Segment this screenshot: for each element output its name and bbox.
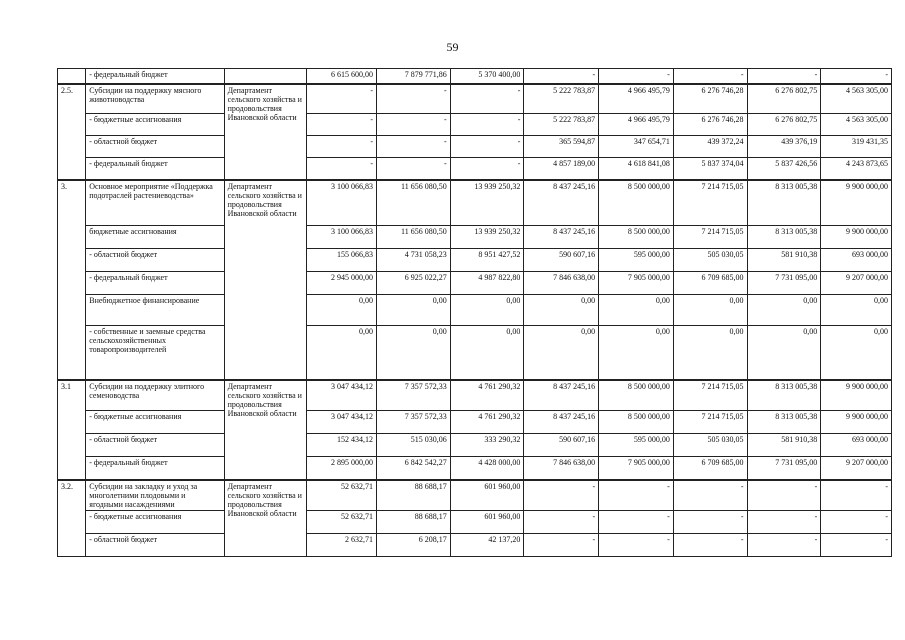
value-cell: 4 243 873,65	[821, 158, 892, 180]
value-cell: 0,00	[307, 295, 377, 326]
value-cell: -	[673, 511, 747, 534]
table-row	[58, 114, 892, 136]
value-cell: -	[377, 114, 451, 136]
value-cell: 595 000,00	[599, 434, 674, 457]
value-cell: 0,00	[524, 326, 599, 380]
value-cell: 88 688,17	[377, 511, 451, 534]
value-cell: 4 857 189,00	[524, 158, 599, 180]
value-cell: 5 222 783,87	[524, 114, 599, 136]
row-label: - областной бюджет	[86, 249, 224, 272]
value-cell: 8 437 245,16	[524, 411, 599, 434]
value-cell: 8 313 005,38	[747, 380, 821, 411]
value-cell: 9 900 000,00	[821, 380, 892, 411]
row-label: - федеральный бюджет	[86, 272, 224, 295]
value-cell: -	[307, 114, 377, 136]
value-cell: 7 357 572,33	[377, 380, 451, 411]
value-cell: 6 276 746,28	[673, 84, 747, 114]
value-cell: 88 688,17	[377, 480, 451, 511]
value-cell: 2 895 000,00	[307, 457, 377, 480]
row-index: 3.2.	[58, 480, 86, 557]
table-row	[58, 534, 892, 557]
value-cell: -	[450, 84, 524, 114]
value-cell: -	[599, 69, 674, 84]
value-cell: 0,00	[377, 295, 451, 326]
value-cell: 13 939 250,32	[450, 226, 524, 249]
value-cell: -	[673, 480, 747, 511]
value-cell: 4 428 000,00	[450, 457, 524, 480]
value-cell: 155 066,83	[307, 249, 377, 272]
value-cell: 4 761 290,32	[450, 411, 524, 434]
value-cell: 693 000,00	[821, 434, 892, 457]
row-label: - областной бюджет	[86, 534, 224, 557]
value-cell: -	[377, 158, 451, 180]
value-cell: -	[747, 534, 821, 557]
value-cell: 0,00	[450, 326, 524, 380]
value-cell: -	[450, 136, 524, 158]
value-cell: 4 761 290,32	[450, 380, 524, 411]
value-cell: -	[821, 511, 892, 534]
value-cell: 52 632,71	[307, 480, 377, 511]
value-cell: 8 500 000,00	[599, 411, 674, 434]
value-cell: 8 313 005,38	[747, 180, 821, 226]
value-cell: 8 437 245,16	[524, 380, 599, 411]
value-cell: 0,00	[377, 326, 451, 380]
row-label: - федеральный бюджет	[86, 457, 224, 480]
value-cell: 439 376,19	[747, 136, 821, 158]
value-cell: -	[377, 136, 451, 158]
value-cell: 0,00	[450, 295, 524, 326]
value-cell: -	[450, 114, 524, 136]
row-label: - бюджетные ассигнования	[86, 411, 224, 434]
value-cell: 8 437 245,16	[524, 226, 599, 249]
table-row	[58, 295, 892, 326]
value-cell: 0,00	[673, 326, 747, 380]
value-cell: 590 607,16	[524, 434, 599, 457]
value-cell: 693 000,00	[821, 249, 892, 272]
value-cell: 4 731 058,23	[377, 249, 451, 272]
value-cell: 7 731 095,00	[747, 457, 821, 480]
row-label: Основное мероприятие «Поддержка подотраслей растениеводства»	[86, 180, 224, 226]
value-cell: 152 434,12	[307, 434, 377, 457]
value-cell: -	[747, 511, 821, 534]
value-cell: -	[524, 534, 599, 557]
table-row	[58, 480, 892, 511]
value-cell: 6 276 802,75	[747, 84, 821, 114]
value-cell: 7 357 572,33	[377, 411, 451, 434]
value-cell: 7 731 095,00	[747, 272, 821, 295]
value-cell: 8 313 005,38	[747, 411, 821, 434]
table-row	[58, 158, 892, 180]
table-row	[58, 457, 892, 480]
value-cell: 5 222 783,87	[524, 84, 599, 114]
table-row	[58, 136, 892, 158]
executor-cell: Департамент сельского хозяйства и продовольствия Ивановской области	[224, 480, 307, 557]
value-cell: 319 431,35	[821, 136, 892, 158]
row-label: Субсидии на поддержку элитного семеноводства	[86, 380, 224, 411]
value-cell: 8 500 000,00	[599, 226, 674, 249]
table-row	[58, 226, 892, 249]
value-cell: 9 207 000,00	[821, 272, 892, 295]
value-cell: -	[524, 511, 599, 534]
value-cell: 581 910,38	[747, 249, 821, 272]
table-row	[58, 326, 892, 380]
value-cell: 0,00	[747, 295, 821, 326]
value-cell: -	[821, 69, 892, 84]
table-row	[58, 434, 892, 457]
row-label: Субсидии на поддержку мясного животноводства	[86, 84, 224, 114]
row-index: 2.5.	[58, 84, 86, 180]
page-number: 59	[446, 40, 459, 54]
row-label: - федеральный бюджет	[86, 69, 224, 84]
row-label: - бюджетные ассигнования	[86, 511, 224, 534]
row-label: - областной бюджет	[86, 434, 224, 457]
value-cell: 3 100 066,83	[307, 226, 377, 249]
row-label: - областной бюджет	[86, 136, 224, 158]
value-cell: 3 100 066,83	[307, 180, 377, 226]
value-cell: 333 290,32	[450, 434, 524, 457]
executor-cell: Департамент сельского хозяйства и продовольствия Ивановской области	[224, 84, 307, 180]
value-cell: 0,00	[673, 295, 747, 326]
value-cell: 4 966 495,79	[599, 114, 674, 136]
value-cell: 0,00	[747, 326, 821, 380]
value-cell: 601 960,00	[450, 480, 524, 511]
table-row	[58, 511, 892, 534]
value-cell: 439 372,24	[673, 136, 747, 158]
value-cell: -	[673, 69, 747, 84]
value-cell: -	[673, 534, 747, 557]
value-cell: 5 370 400,00	[450, 69, 524, 84]
value-cell: 595 000,00	[599, 249, 674, 272]
value-cell: 505 030,05	[673, 249, 747, 272]
executor-cell: Департамент сельского хозяйства и продовольствия Ивановской области	[224, 180, 307, 380]
row-label: - бюджетные ассигнования	[86, 114, 224, 136]
value-cell: 7 846 638,00	[524, 272, 599, 295]
executor-cell	[224, 69, 307, 84]
row-label: - федеральный бюджет	[86, 158, 224, 180]
value-cell: 7 846 638,00	[524, 457, 599, 480]
row-label: бюджетные ассигнования	[86, 226, 224, 249]
table-row	[58, 84, 892, 114]
value-cell: 8 500 000,00	[599, 380, 674, 411]
value-cell: 7 905 000,00	[599, 272, 674, 295]
value-cell: -	[377, 84, 451, 114]
row-label: Субсидии на закладку и уход за многолетними плодовыми и ягодными насаждениями	[86, 480, 224, 511]
row-index	[58, 69, 86, 84]
value-cell: 11 656 080,50	[377, 226, 451, 249]
value-cell: 7 879 771,86	[377, 69, 451, 84]
value-cell: 3 047 434,12	[307, 411, 377, 434]
value-cell: 6 615 600,00	[307, 69, 377, 84]
value-cell: -	[821, 534, 892, 557]
table-row	[58, 249, 892, 272]
value-cell: 8 951 427,52	[450, 249, 524, 272]
budget-table	[57, 68, 892, 557]
row-label: - собственные и заемные средства сельскохозяйственных товаропроизводителей	[86, 326, 224, 380]
value-cell: 7 214 715,05	[673, 226, 747, 249]
value-cell: -	[307, 84, 377, 114]
value-cell: 6 276 802,75	[747, 114, 821, 136]
value-cell: 0,00	[599, 326, 674, 380]
value-cell: 7 214 715,05	[673, 380, 747, 411]
value-cell: -	[599, 511, 674, 534]
value-cell: -	[307, 136, 377, 158]
value-cell: 42 137,20	[450, 534, 524, 557]
value-cell: 7 214 715,05	[673, 411, 747, 434]
table-row	[58, 272, 892, 295]
value-cell: 505 030,05	[673, 434, 747, 457]
value-cell: -	[821, 480, 892, 511]
value-cell: -	[747, 69, 821, 84]
value-cell: 6 276 746,28	[673, 114, 747, 136]
value-cell: 5 837 426,56	[747, 158, 821, 180]
value-cell: 8 500 000,00	[599, 180, 674, 226]
value-cell: 0,00	[821, 326, 892, 380]
value-cell: 9 900 000,00	[821, 226, 892, 249]
value-cell: 6 709 685,00	[673, 457, 747, 480]
value-cell: 9 207 000,00	[821, 457, 892, 480]
value-cell: 5 837 374,04	[673, 158, 747, 180]
value-cell: 4 987 822,80	[450, 272, 524, 295]
value-cell: 11 656 080,50	[377, 180, 451, 226]
value-cell: 8 437 245,16	[524, 180, 599, 226]
value-cell: 13 939 250,32	[450, 180, 524, 226]
table-row	[58, 180, 892, 226]
value-cell: 515 030,06	[377, 434, 451, 457]
table-row	[58, 380, 892, 411]
value-cell: 9 900 000,00	[821, 180, 892, 226]
value-cell: -	[524, 480, 599, 511]
value-cell: -	[307, 158, 377, 180]
value-cell: -	[599, 480, 674, 511]
row-index: 3.1	[58, 380, 86, 480]
value-cell: -	[599, 534, 674, 557]
value-cell: 6 842 542,27	[377, 457, 451, 480]
value-cell: 581 910,38	[747, 434, 821, 457]
value-cell: 0,00	[599, 295, 674, 326]
value-cell: 365 594,87	[524, 136, 599, 158]
value-cell: -	[524, 69, 599, 84]
value-cell: 6 925 022,27	[377, 272, 451, 295]
value-cell: 2 945 000,00	[307, 272, 377, 295]
table-row	[58, 69, 892, 84]
value-cell: -	[747, 480, 821, 511]
value-cell: 6 208,17	[377, 534, 451, 557]
value-cell: 52 632,71	[307, 511, 377, 534]
row-label: Внебюджетное финансирование	[86, 295, 224, 326]
value-cell: 347 654,71	[599, 136, 674, 158]
value-cell: 4 966 495,79	[599, 84, 674, 114]
value-cell: 4 563 305,00	[821, 84, 892, 114]
value-cell: 590 607,16	[524, 249, 599, 272]
value-cell: -	[450, 158, 524, 180]
value-cell: 6 709 685,00	[673, 272, 747, 295]
value-cell: 0,00	[821, 295, 892, 326]
executor-cell: Департамент сельского хозяйства и продовольствия Ивановской области	[224, 380, 307, 480]
value-cell: 0,00	[524, 295, 599, 326]
value-cell: 7 214 715,05	[673, 180, 747, 226]
value-cell: 3 047 434,12	[307, 380, 377, 411]
value-cell: 601 960,00	[450, 511, 524, 534]
value-cell: 8 313 005,38	[747, 226, 821, 249]
value-cell: 9 900 000,00	[821, 411, 892, 434]
table-row	[58, 411, 892, 434]
value-cell: 4 618 841,08	[599, 158, 674, 180]
value-cell: 0,00	[307, 326, 377, 380]
row-index: 3.	[58, 180, 86, 380]
value-cell: 4 563 305,00	[821, 114, 892, 136]
value-cell: 7 905 000,00	[599, 457, 674, 480]
value-cell: 2 632,71	[307, 534, 377, 557]
